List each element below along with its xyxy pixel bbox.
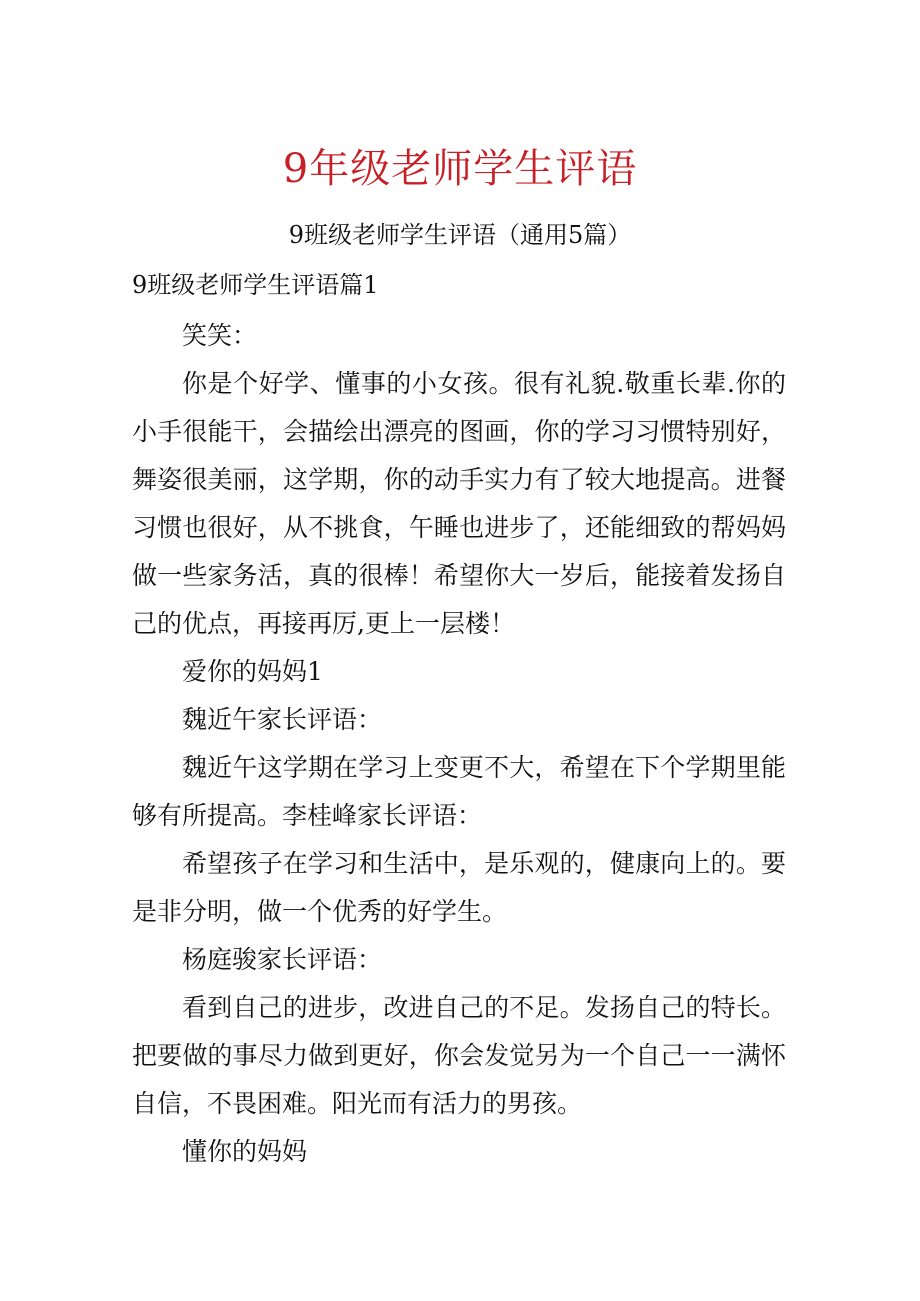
parent-comment-paragraph: 看到自己的进步，改进自己的不足。发扬自己的特长。把要做的事尽力做到更好，你会发觉另为一个自己一一满怀自信，不畏困难。阳光而有活力的男孩。	[132, 993, 786, 1118]
signature-paragraph: 爱你的妈妈1	[182, 657, 323, 686]
salutation-paragraph: 笑笑：	[182, 321, 258, 350]
parent-comment-heading: 魏近午家长评语：	[182, 705, 383, 734]
document-subtitle: 9班级老师学生评语（通用5篇）	[288, 221, 632, 249]
parent-comment-heading: 杨庭骏家长评语：	[182, 945, 383, 974]
document-title: 9年级老师学生评语	[282, 146, 638, 192]
signature-paragraph: 懂你的妈妈	[182, 1137, 308, 1166]
document-body	[132, 312, 786, 1176]
parent-comment-paragraph: 魏近午这学期在学习上变更不大，希望在下个学期里能够有所提高。李桂峰家长评语：	[132, 753, 786, 830]
parent-comment-paragraph: 希望孩子在学习和生活中，是乐观的，健康向上的。要是非分明，做一个优秀的好学生。	[132, 849, 786, 926]
comment-paragraph: 你是个好学、懂事的小女孩。很有礼貌.敬重长辈.你的小手很能干，会描绘出漂亮的图画，你的学习习惯特别好，舞姿很美丽，这学期，你的动手实力有了较大地提高。进餐习惯也很好，从不挑食，午睡也进步了，还能细致的帮妈妈做一些家务活，真的很棒！希望你大一岁后，能接着发扬自己的优点，再接再厉,更上一层楼！	[132, 369, 786, 638]
section-heading: 9班级老师学生评语篇1	[132, 271, 379, 299]
